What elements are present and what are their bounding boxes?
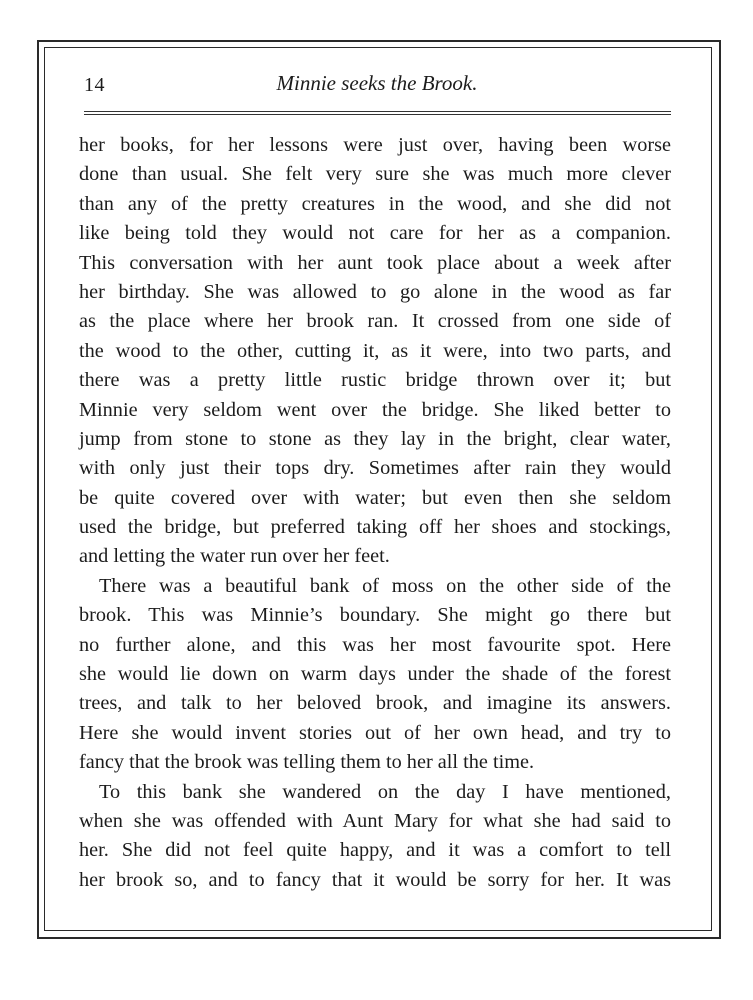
text-line: her books, for her lessons were just over, having been worse <box>79 134 671 156</box>
text-line: her birthday. She was allowed to go alone in the wood as far <box>79 280 671 303</box>
page-number: 14 <box>84 74 105 96</box>
text-line: than any of the pretty creatures in the wood, and she did not <box>79 192 671 215</box>
text-line: Minnie very seldom went over the bridge. She liked better to <box>79 398 671 421</box>
body-text <box>79 131 671 895</box>
text-line: and letting the water run over her feet. <box>79 545 390 568</box>
text-line: trees, and talk to her beloved brook, and imagine its answers. <box>79 692 671 715</box>
text-line: brook. This was Minnie’s boundary. She might go there but <box>79 604 671 627</box>
text-line: done than usual. She felt very sure she was much more clever <box>79 163 671 186</box>
text-line: when she was offended with Aunt Mary for what she had said to <box>79 809 671 832</box>
text-line: like being told they would not care for her as a companion. <box>79 222 671 245</box>
text-line: be quite covered over with water; but even then she seldom <box>79 486 671 509</box>
header-rule <box>84 111 671 115</box>
text-line: her brook so, and to fancy that it would be sorry for her. It was <box>79 868 671 891</box>
text-line: used the bridge, but preferred taking off her shoes and stockings, <box>79 516 671 539</box>
text-line: fancy that the brook was telling them to her all the time. <box>79 751 535 774</box>
paragraph-start-line: There was a beautiful bank of moss on the other side of the <box>99 574 671 597</box>
running-title: Minnie seeks the Brook. <box>276 71 478 95</box>
text-line: as the place where her brook ran. It crossed from one side of <box>79 310 671 333</box>
text-line: her. She did not feel quite happy, and it was a comfort to tell <box>79 839 671 862</box>
text-line: there was a pretty little rustic bridge thrown over it; but <box>79 369 671 392</box>
text-line: she would lie down on warm days under the shade of the forest <box>79 663 671 686</box>
text-line: Here she would invent stories out of her own head, and try to <box>79 721 671 744</box>
text-line: This conversation with her aunt took place about a week after <box>79 251 671 274</box>
text-line: with only just their tops dry. Sometimes after rain they would <box>79 457 671 480</box>
paragraph-start-line: To this bank she wandered on the day I have mentioned, <box>99 780 671 803</box>
text-line: the wood to the other, cutting it, as it were, into two parts, and <box>79 339 671 362</box>
text-line: jump from stone to stone as they lay in the bright, clear water, <box>79 427 671 450</box>
running-head <box>80 68 674 102</box>
text-line: no further alone, and this was her most favourite spot. Here <box>79 633 671 656</box>
